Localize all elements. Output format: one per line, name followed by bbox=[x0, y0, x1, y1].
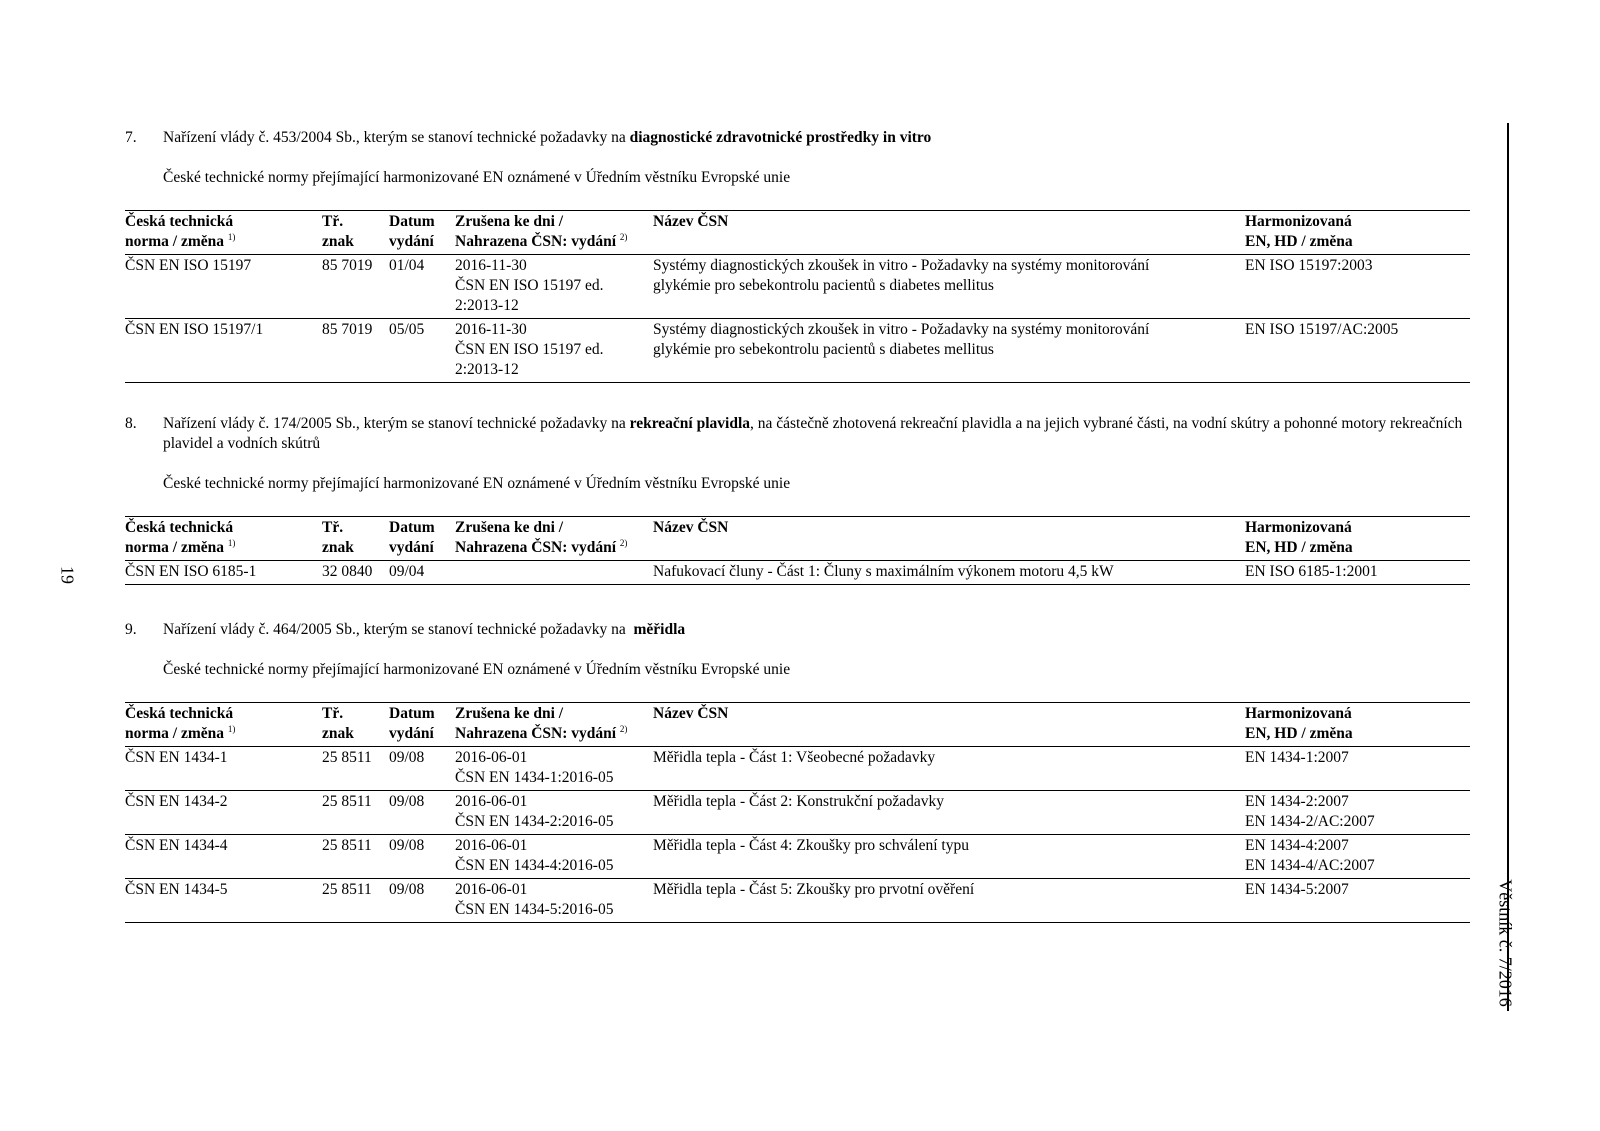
table-header-row bbox=[125, 211, 1470, 255]
col-title: Název ČSN bbox=[653, 519, 729, 536]
cell-norm: ČSN EN 1434-4 bbox=[125, 837, 228, 854]
cell-class: 25 8511 bbox=[322, 793, 372, 810]
cell-class: 85 7019 bbox=[322, 321, 373, 338]
col-class: Tř. znak bbox=[322, 519, 354, 556]
page-number: 19 bbox=[57, 566, 78, 584]
col-norm: Česká technická norma / změna $^{1)}$ bbox=[125, 705, 236, 742]
heading-subject: měřidla bbox=[633, 621, 686, 638]
col-class: Tř. znak bbox=[322, 705, 354, 742]
cell-title: Měřidla tepla - Část 2: Konstrukční požadavky bbox=[653, 793, 944, 810]
col-harmonized: Harmonizovaná EN, HD / změna bbox=[1245, 705, 1353, 742]
col-replaced: Zrušena ke dni / Nahrazena ČSN: vydání $^{2)}$ bbox=[455, 519, 628, 556]
cell-date: 09/08 bbox=[389, 881, 425, 898]
col-norm: Česká technická norma / změna $^{1)}$ bbox=[125, 519, 236, 556]
cell-class: 25 8511 bbox=[322, 749, 372, 766]
cell-date: 09/08 bbox=[389, 793, 425, 810]
norms-table bbox=[125, 210, 1470, 383]
cell-replaced: 2016-11-30 ČSN EN ISO 15197 ed. 2:2013-12 bbox=[455, 321, 604, 378]
cell-title: Měřidla tepla - Část 5: Zkoušky pro prvotní ověření bbox=[653, 881, 975, 898]
cell-harmonized: EN ISO 6185-1:2001 bbox=[1245, 563, 1378, 580]
cell-norm: ČSN EN 1434-1 bbox=[125, 749, 228, 766]
col-replaced: Zrušena ke dni / Nahrazena ČSN: vydání $^{2)}$ bbox=[455, 213, 628, 250]
norms-table bbox=[125, 702, 1470, 923]
section-8 bbox=[125, 414, 1470, 585]
cell-replaced: 2016-11-30 ČSN EN ISO 15197 ed. 2:2013-12 bbox=[455, 257, 604, 314]
table-row bbox=[125, 747, 1470, 791]
heading-text: Nařízení vlády č. 453/2004 Sb., kterým se stanoví technické požadavky na bbox=[163, 129, 630, 146]
section-number: 9. bbox=[125, 621, 137, 638]
cell-class: 32 0840 bbox=[322, 563, 373, 580]
col-replaced: Zrušena ke dni / Nahrazena ČSN: vydání $^{2)}$ bbox=[455, 705, 628, 742]
cell-title: Měřidla tepla - Část 4: Zkoušky pro schválení typu bbox=[653, 837, 969, 854]
cell-date: 01/04 bbox=[389, 257, 425, 274]
table-header-row bbox=[125, 517, 1470, 561]
cell-harmonized: EN 1434-2:2007 EN 1434-2/AC:2007 bbox=[1245, 793, 1375, 830]
section-number: 8. bbox=[125, 415, 137, 432]
cell-replaced: 2016-06-01 ČSN EN 1434-5:2016-05 bbox=[455, 881, 614, 918]
cell-replaced: 2016-06-01 ČSN EN 1434-4:2016-05 bbox=[455, 837, 614, 874]
table-row bbox=[125, 561, 1470, 585]
section-subheading: České technické normy přejímající harmonizované EN oznámené v Úředním věstníku Evropské unie bbox=[163, 169, 791, 186]
table-row bbox=[125, 255, 1470, 319]
heading-subject: diagnostické zdravotnické prostředky in vitro bbox=[629, 129, 932, 146]
cell-title: Systémy diagnostických zkoušek in vitro - Požadavky na systémy monitorování glykémie pro sebekontrolu pacientů s diabetes mellitus bbox=[653, 257, 1150, 294]
section-heading bbox=[125, 128, 1470, 148]
cell-norm: ČSN EN ISO 15197/1 bbox=[125, 321, 264, 338]
cell-date: 09/04 bbox=[389, 563, 425, 580]
col-harmonized: Harmonizovaná EN, HD / změna bbox=[1245, 213, 1353, 250]
heading-text: Nařízení vlády č. 464/2005 Sb., kterým se stanoví technické požadavky na bbox=[163, 621, 634, 638]
section-number: 7. bbox=[125, 129, 137, 146]
cell-date: 09/08 bbox=[389, 749, 425, 766]
col-title: Název ČSN bbox=[653, 705, 729, 722]
cell-class: 85 7019 bbox=[322, 257, 373, 274]
col-norm: Česká technická norma / změna $^{1)}$ bbox=[125, 213, 236, 250]
heading-text-cont: , na částečně zhotovená rekreační plavidla a na jejich vybrané části, na vodní skútry a pohonné motory rekreačních plavidel a vodních skútrů bbox=[163, 415, 1463, 452]
col-date: Datum vydání bbox=[389, 213, 435, 250]
cell-title: Měřidla tepla - Část 1: Všeobecné požadavky bbox=[653, 749, 936, 766]
section-subheading: České technické normy přejímající harmonizované EN oznámené v Úředním věstníku Evropské unie bbox=[163, 661, 791, 678]
section-subheading: České technické normy přejímající harmonizované EN oznámené v Úředním věstníku Evropské unie bbox=[163, 475, 791, 492]
cell-title: Nafukovací čluny - Část 1: Čluny s maximálním výkonem motoru 4,5 kW bbox=[653, 563, 1114, 580]
norms-table bbox=[125, 516, 1470, 585]
table-row bbox=[125, 879, 1470, 923]
cell-replaced: 2016-06-01 ČSN EN 1434-2:2016-05 bbox=[455, 793, 614, 830]
section-heading bbox=[125, 414, 1470, 454]
heading-subject: rekreační plavidla bbox=[629, 415, 751, 432]
col-date: Datum vydání bbox=[389, 705, 435, 742]
cell-class: 25 8511 bbox=[322, 837, 372, 854]
cell-harmonized: EN ISO 15197:2003 bbox=[1245, 257, 1373, 274]
cell-class: 25 8511 bbox=[322, 881, 372, 898]
table-header-row bbox=[125, 703, 1470, 747]
section-7 bbox=[125, 128, 1470, 383]
cell-norm: ČSN EN 1434-5 bbox=[125, 881, 228, 898]
cell-title: Systémy diagnostických zkoušek in vitro - Požadavky na systémy monitorování glykémie pro sebekontrolu pacientů s diabetes mellitus bbox=[653, 321, 1150, 358]
table-row bbox=[125, 835, 1470, 879]
cell-replaced bbox=[455, 561, 653, 585]
cell-harmonized: EN 1434-5:2007 bbox=[1245, 881, 1349, 898]
section-9 bbox=[125, 620, 1470, 923]
cell-replaced: 2016-06-01 ČSN EN 1434-1:2016-05 bbox=[455, 749, 614, 786]
cell-date: 09/08 bbox=[389, 837, 425, 854]
table-row bbox=[125, 319, 1470, 383]
col-date: Datum vydání bbox=[389, 519, 435, 556]
col-harmonized: Harmonizovaná EN, HD / změna bbox=[1245, 519, 1353, 556]
journal-issue: Věstník č. 7/2016 bbox=[1495, 879, 1516, 1007]
heading-text: Nařízení vlády č. 174/2005 Sb., kterým se stanoví technické požadavky na bbox=[163, 415, 630, 432]
table-row bbox=[125, 791, 1470, 835]
col-title: Název ČSN bbox=[653, 213, 729, 230]
cell-harmonized: EN ISO 15197/AC:2005 bbox=[1245, 321, 1399, 338]
section-heading bbox=[125, 620, 1470, 640]
col-class: Tř. znak bbox=[322, 213, 354, 250]
cell-norm: ČSN EN 1434-2 bbox=[125, 793, 228, 810]
cell-harmonized: EN 1434-4:2007 EN 1434-4/AC:2007 bbox=[1245, 837, 1375, 874]
cell-norm: ČSN EN ISO 6185-1 bbox=[125, 563, 257, 580]
cell-harmonized: EN 1434-1:2007 bbox=[1245, 749, 1349, 766]
cell-date: 05/05 bbox=[389, 321, 425, 338]
cell-norm: ČSN EN ISO 15197 bbox=[125, 257, 252, 274]
